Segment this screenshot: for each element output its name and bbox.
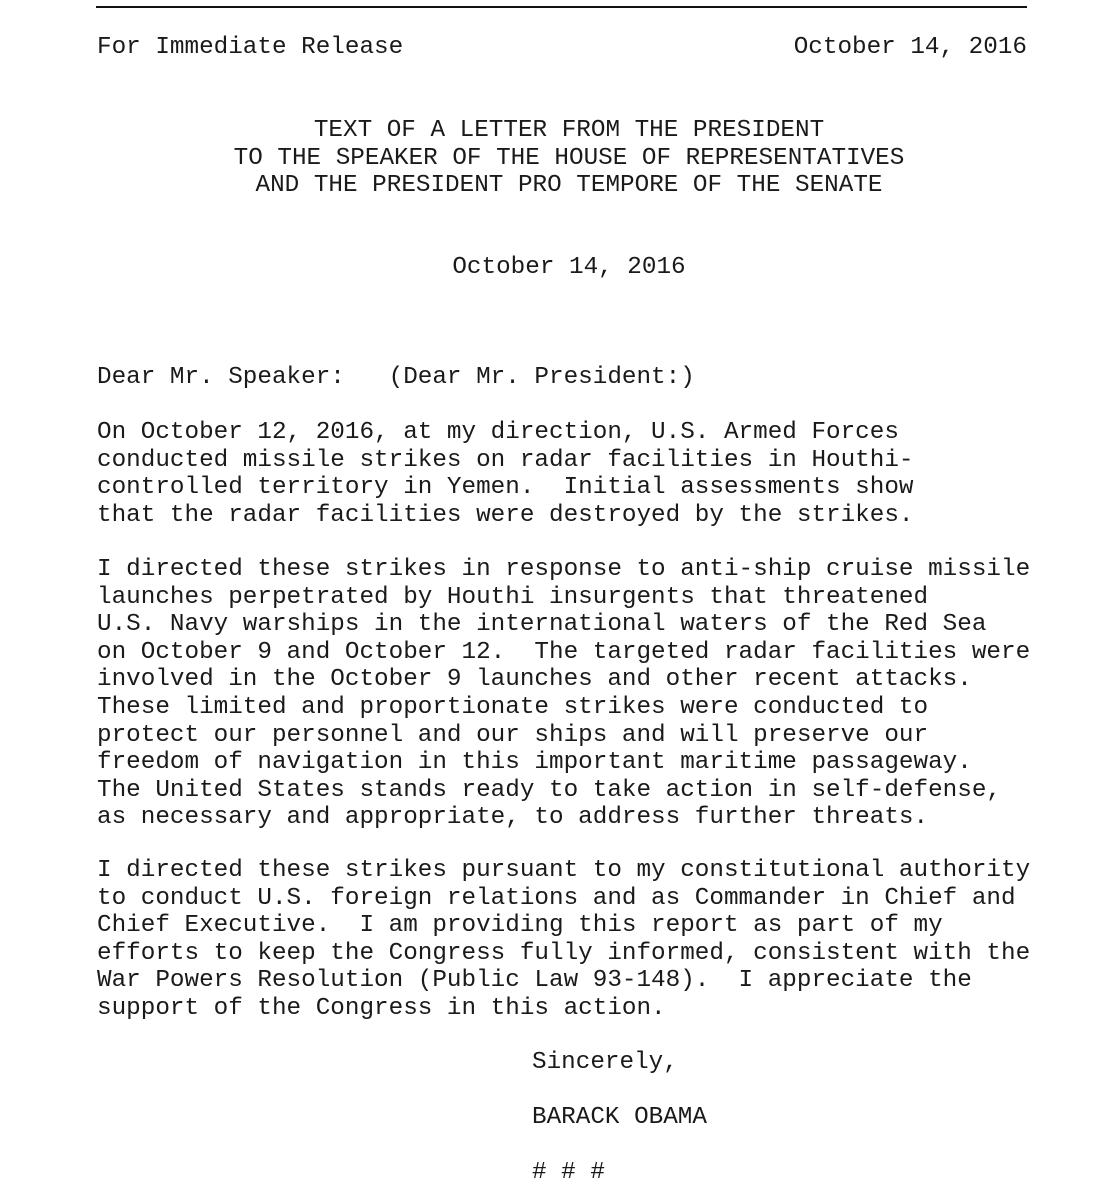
paragraph-line: on October 9 and October 12. The targeted radar facilities were: [97, 638, 1031, 666]
paragraph-line: The United States stands ready to take action in self-defense,: [97, 776, 1001, 804]
paragraph-line: I directed these strikes pursuant to my constitutional authority: [97, 857, 1031, 884]
paragraph-line: efforts to keep the Congress fully informed, consistent with the: [97, 939, 1031, 967]
paragraph-line: involved in the October 9 launches and other recent attacks.: [97, 666, 972, 694]
salutation: Dear Mr. Speaker: (Dear Mr. President:): [97, 364, 695, 391]
paragraph-2: [97, 556, 1030, 832]
paragraph-line: Chief Executive. I am providing this report as part of my: [97, 912, 943, 940]
paragraph-3: [97, 857, 1030, 1023]
document-title: [0, 117, 1111, 200]
end-mark: # # #: [532, 1159, 605, 1186]
release-label: For Immediate Release: [97, 34, 404, 61]
paragraph-line: as necessary and appropriate, to address further threats.: [97, 804, 929, 832]
release-date: October 14, 2016: [793, 34, 1027, 61]
title-line: TO THE SPEAKER OF THE HOUSE OF REPRESENTATIVES: [233, 144, 905, 172]
paragraph-line: launches perpetrated by Houthi insurgents that threatened: [97, 583, 929, 611]
paragraph-line: controlled territory in Yemen. Initial assessments show: [97, 474, 914, 502]
paragraph-line: These limited and proportionate strikes were conducted to: [97, 693, 929, 721]
title-line: TEXT OF A LETTER FROM THE PRESIDENT: [313, 117, 825, 144]
paragraph-line: On October 12, 2016, at my direction, U.S. Armed Forces: [97, 419, 899, 446]
top-rule: [96, 6, 1027, 8]
paragraph-line: to conduct U.S. foreign relations and as Commander in Chief and: [97, 884, 1016, 912]
title-line: AND THE PRESIDENT PRO TEMPORE OF THE SENATE: [255, 172, 883, 200]
paragraph-line: War Powers Resolution (Public Law 93-148). I appreciate the: [97, 967, 972, 995]
paragraph-line: I directed these strikes in response to anti-ship cruise missile: [97, 556, 1031, 583]
paragraph-line: conducted missile strikes on radar facilities in Houthi-: [97, 446, 914, 474]
paragraph-line: that the radar facilities were destroyed by the strikes.: [97, 501, 914, 529]
paragraph-line: protect our personnel and our ships and will preserve our: [97, 721, 929, 749]
letter-date: October 14, 2016: [452, 254, 686, 281]
paragraph-line: freedom of navigation in this important maritime passageway.: [97, 749, 972, 777]
paragraph-line: support of the Congress in this action.: [97, 994, 666, 1022]
closing: Sincerely,: [532, 1049, 678, 1076]
paragraph-line: U.S. Navy warships in the international waters of the Red Sea: [97, 611, 987, 639]
signature: BARACK OBAMA: [532, 1104, 707, 1131]
paragraph-1: [97, 419, 914, 529]
